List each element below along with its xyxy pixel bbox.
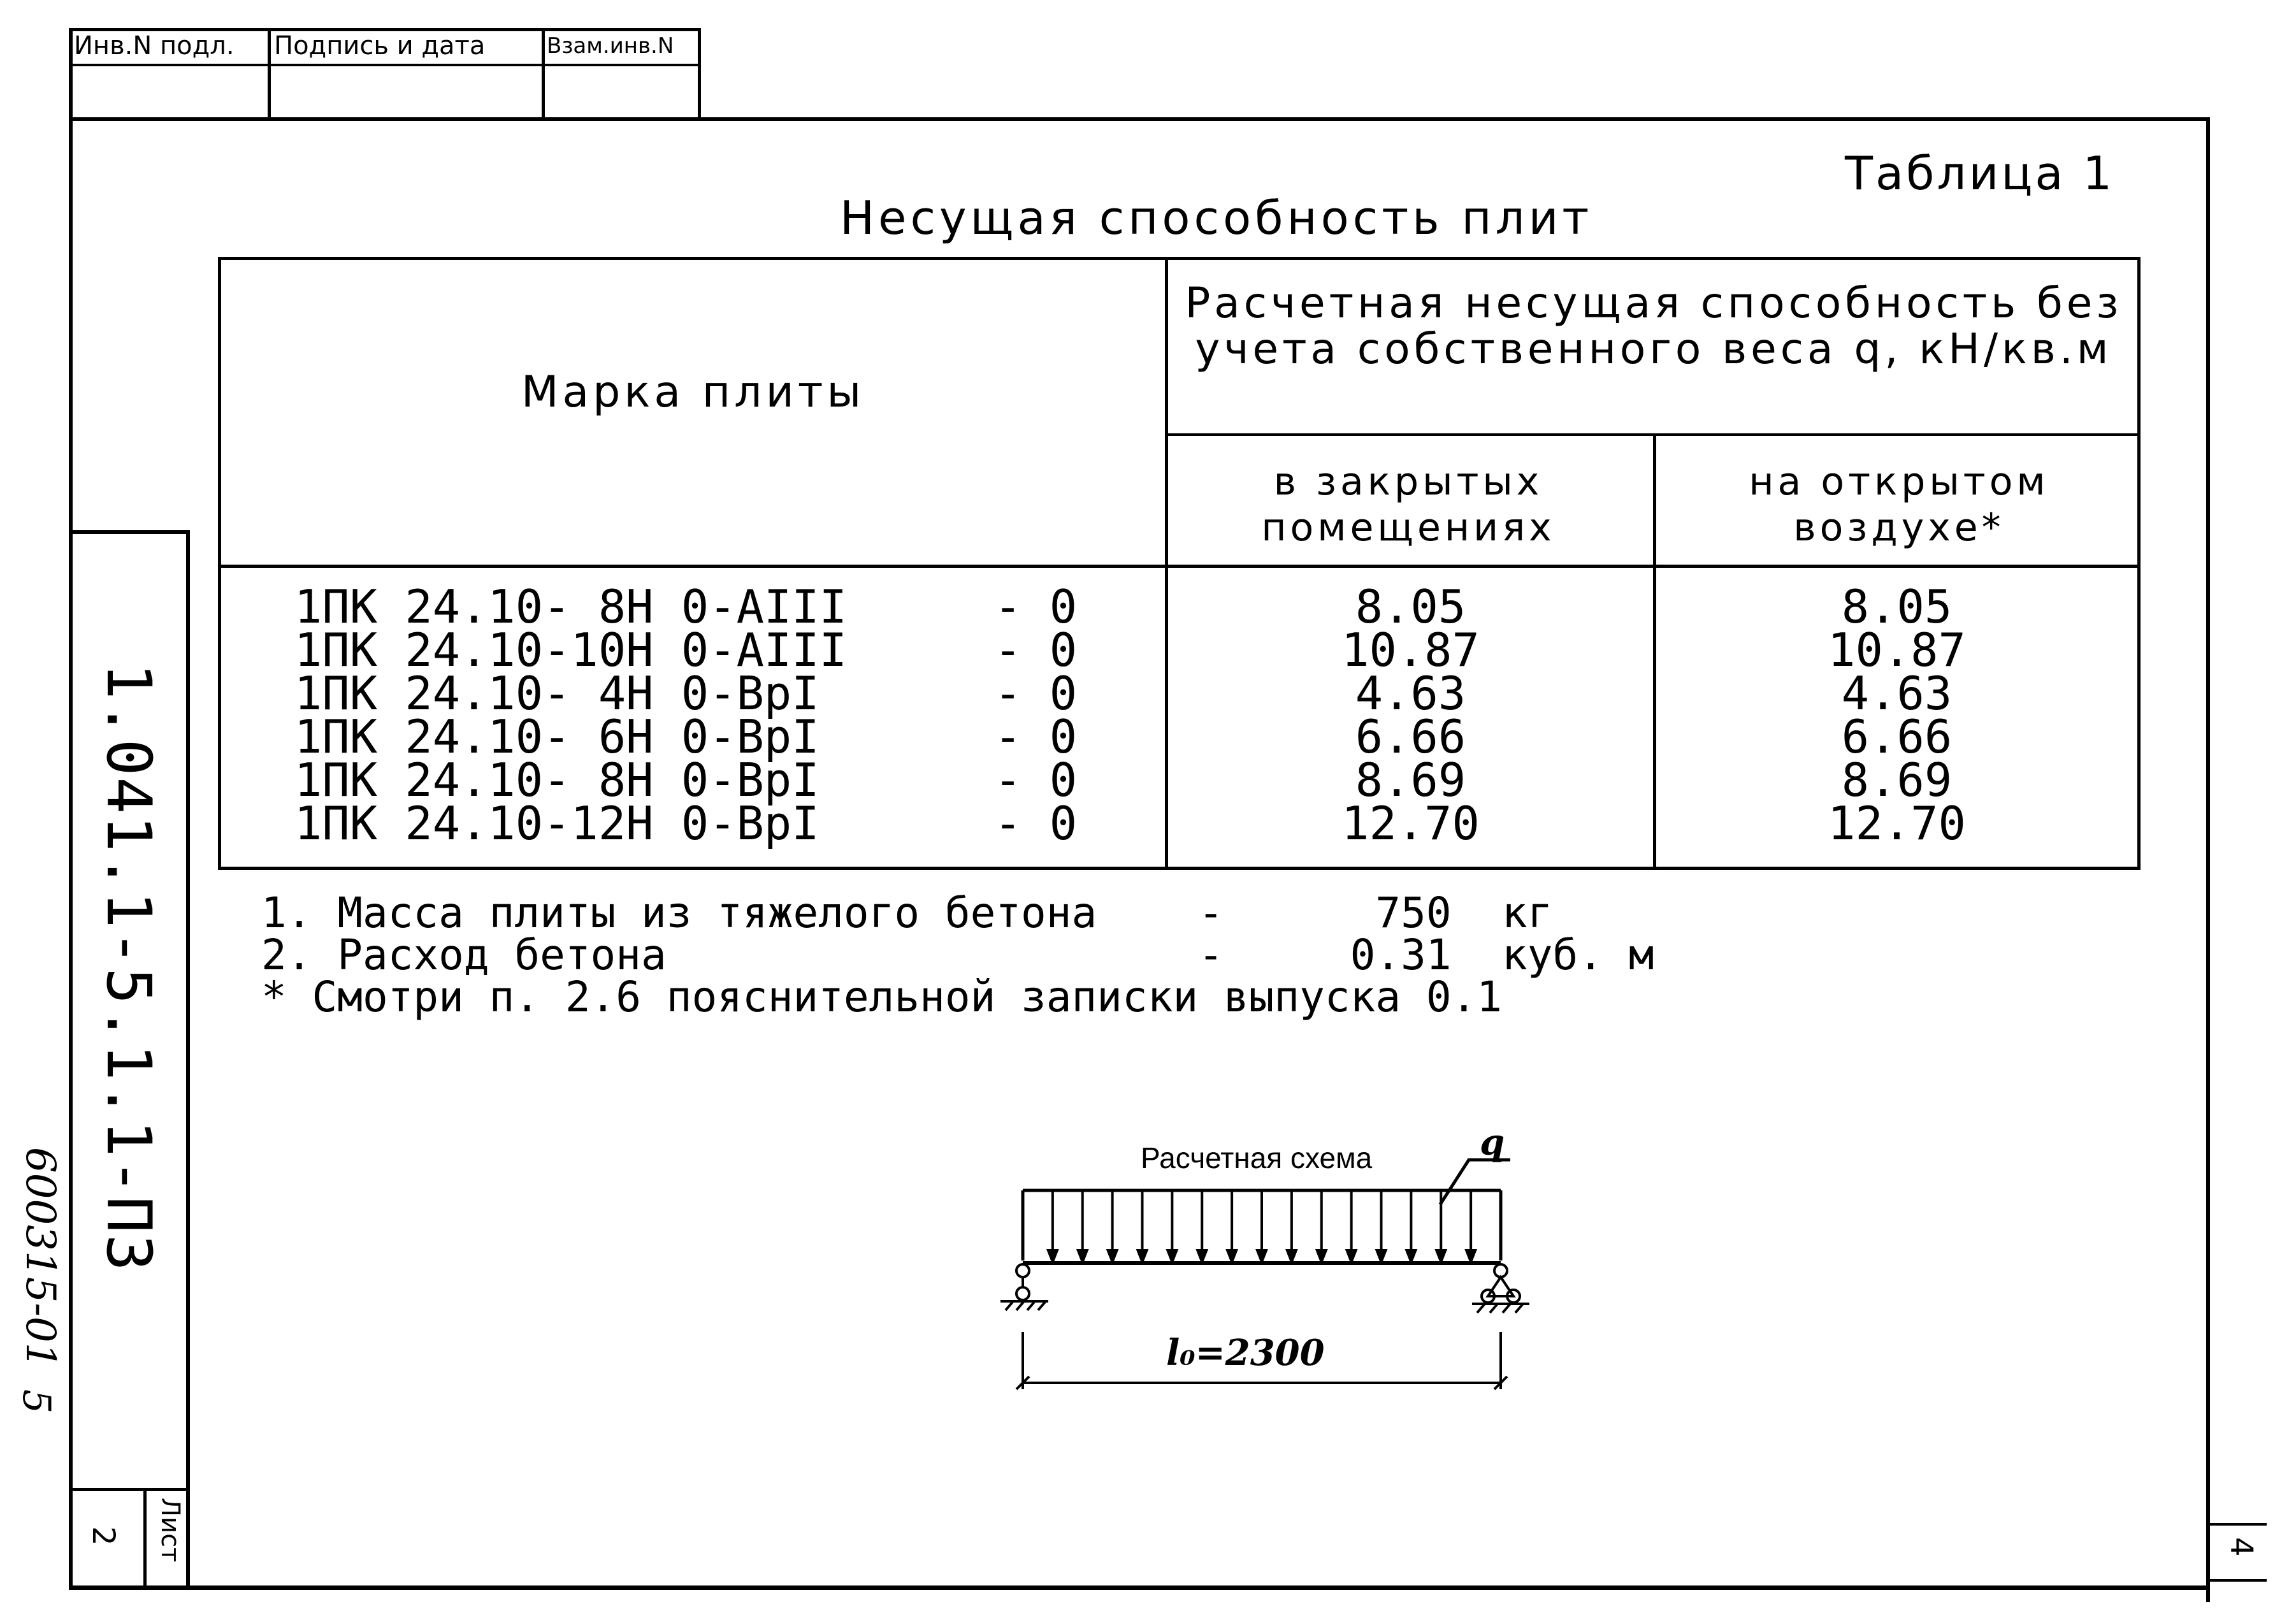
brand-column — [294, 580, 847, 850]
load-arrow-head — [1436, 1250, 1445, 1262]
table-row-suffix: - 0 — [994, 797, 1078, 850]
load-arrow-head — [1197, 1250, 1206, 1262]
document-code: 1.041.1-5.1.1-ПЗ — [93, 663, 164, 1273]
table-row-closed: 6.66 — [1355, 710, 1466, 763]
suffix-column — [994, 580, 1078, 850]
note-mass: 1. Масса плиты из тяжелого бетона - 750 кг — [261, 888, 1553, 937]
handwritten-page: 5 — [14, 1389, 59, 1414]
load-arrow-head — [1287, 1250, 1296, 1262]
table-row-brand: 1ПК 24.10-12Н 0-BpI — [294, 797, 819, 850]
col-header-capacity: Расчетная несущая способность без учета собственного веса q, кН/кв.м — [1185, 278, 2123, 373]
table-row-suffix: - 0 — [994, 667, 1078, 720]
table-row-open: 12.70 — [1828, 797, 1966, 850]
stamp-inv-podl: Инв.N подл. — [74, 31, 235, 61]
page-number: 4 — [2223, 1537, 2259, 1557]
table-row-closed: 4.63 — [1355, 667, 1466, 720]
note-concrete: 2. Расход бетона - 0.31 куб. м — [261, 930, 1654, 979]
col-header-brand: Марка плиты — [521, 367, 865, 417]
table-row-open: 8.69 — [1841, 753, 1953, 807]
table-row-open: 4.63 — [1841, 667, 1953, 720]
closed-column — [1168, 580, 1653, 850]
load-arrow-head — [1167, 1250, 1176, 1262]
table-row-open: 6.66 — [1841, 710, 1953, 763]
notes — [261, 888, 1654, 1022]
table-row-suffix: - 0 — [994, 623, 1078, 677]
note-reference: * Смотри п. 2.6 пояснительной записки выпуска 0.1 — [261, 972, 1503, 1022]
table-row-open: 10.87 — [1828, 623, 1966, 677]
table-row-closed: 8.05 — [1355, 580, 1466, 633]
load-arrow-head — [1317, 1250, 1326, 1262]
scheme-title: Расчетная схема — [1141, 1141, 1373, 1174]
col-header-open: на открытом воздухе* — [1749, 459, 2049, 550]
load-arrow-head — [1078, 1250, 1087, 1262]
table-row-closed: 10.87 — [1341, 623, 1480, 677]
load-arrow-head — [1466, 1250, 1475, 1262]
table-row-brand: 1ПК 24.10- 4Н 0-BpI — [294, 667, 819, 720]
stamp-podpis-data: Подпись и дата — [274, 31, 486, 61]
table-row-open: 8.05 — [1841, 580, 1953, 633]
load-arrow-head — [1138, 1250, 1147, 1262]
table-row-brand: 1ПК 24.10- 6Н 0-BpI — [294, 710, 819, 763]
load-arrow-head — [1227, 1250, 1236, 1262]
sheet-number: 2 — [85, 1526, 121, 1546]
page-title: Несущая способность плит — [840, 191, 1593, 245]
load-arrow-head — [1406, 1250, 1415, 1262]
table-row-suffix: - 0 — [994, 580, 1078, 633]
stamp-vzam-inv: Взам.инв.N — [547, 33, 674, 59]
open-column — [1656, 580, 2137, 850]
table-row-closed: 8.69 — [1355, 753, 1466, 807]
col-header-closed: в закрытых помещениях — [1261, 459, 1556, 550]
load-arrow-head — [1108, 1250, 1117, 1262]
table-label: Таблица 1 — [1845, 147, 2115, 200]
table-row-closed: 12.70 — [1341, 797, 1480, 850]
table-row-brand: 1ПК 24.10- 8Н 0-AIII — [294, 580, 847, 633]
scheme-load-label: q — [1480, 1122, 1505, 1164]
table-row-suffix: - 0 — [994, 710, 1078, 763]
table-row-suffix: - 0 — [994, 753, 1078, 807]
handwritten-number: 600315-01 — [17, 1147, 64, 1369]
scheme-span-label: l₀=2300 — [1166, 1332, 1325, 1374]
load-arrow-head — [1377, 1250, 1386, 1262]
load-arrow-head — [1048, 1250, 1057, 1262]
sheet-label: Лист — [155, 1498, 185, 1563]
load-arrow-head — [1347, 1250, 1356, 1262]
table-row-brand: 1ПК 24.10-10Н 0-AIII — [294, 623, 847, 677]
table-row-brand: 1ПК 24.10- 8Н 0-BpI — [294, 753, 819, 807]
design-scheme-diagram — [981, 1141, 1555, 1408]
load-arrow-head — [1257, 1250, 1266, 1262]
